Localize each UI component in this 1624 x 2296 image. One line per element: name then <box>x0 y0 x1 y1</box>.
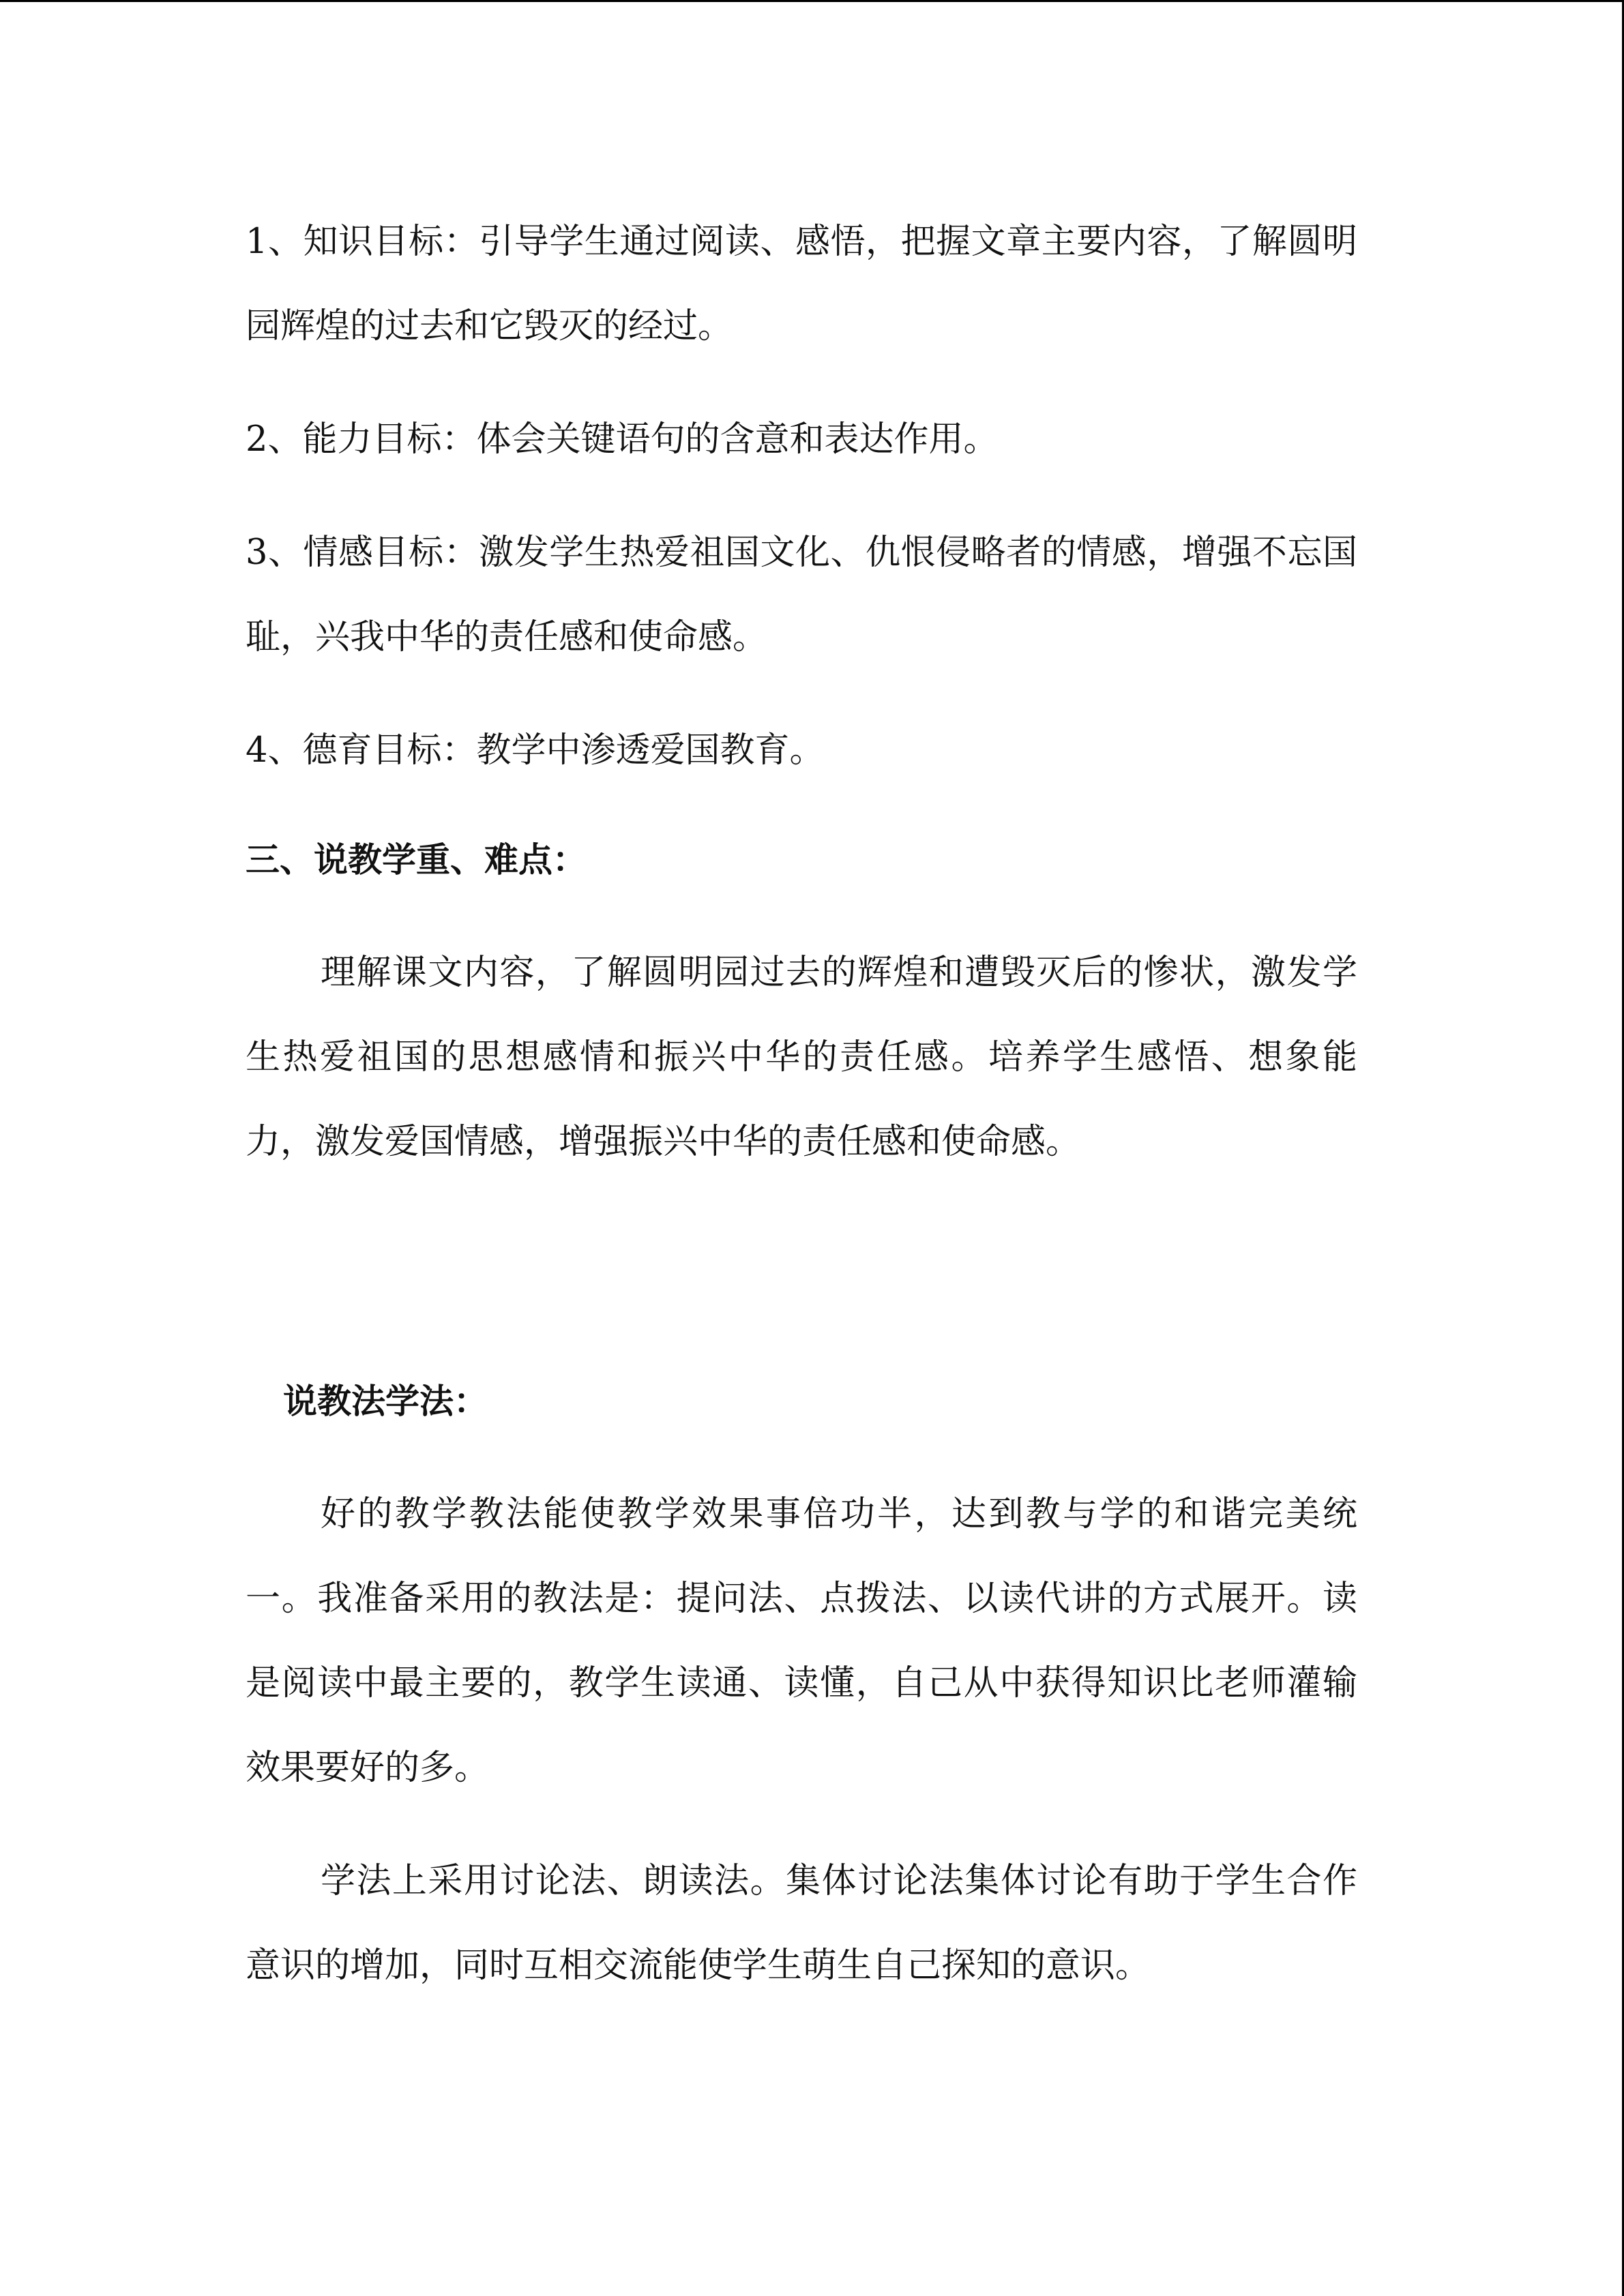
section-heading-methods: 说教法学法： <box>283 1382 488 1421</box>
key-points-paragraph: 理解课文内容，了解圆明园过去的辉煌和遭毁灭后的惨状，激发学生热爱祖国的思想感情和振兴中华的责任感。培养学生感悟、想象能力，激发爱国情感，增强振兴中华的责任感和使命感。 <box>246 953 1357 1162</box>
objective-emotion: 3、情感目标：激发学生热爱祖国文化、仇恨侵略者的情感，增强不忘国耻，兴我中华的责任感和使命感。 <box>246 533 1357 657</box>
methods-paragraph-learning: 学法上采用讨论法、朗读法。集体讨论法集体讨论有助于学生合作意识的增加，同时互相交流能使学生萌生自己探知的意识。 <box>246 1861 1357 1986</box>
objective-ability: 2、能力目标：体会关键语句的含意和表达作用。 <box>246 419 999 460</box>
document-body <box>246 200 1357 2008</box>
objective-moral: 4、德育目标：教学中渗透爱国教育。 <box>246 730 825 771</box>
objective-knowledge: 1、知识目标：引导学生通过阅读、感悟，把握文章主要内容，了解圆明园辉煌的过去和它毁灭的经过。 <box>246 222 1357 346</box>
methods-paragraph-teaching: 好的教学教法能使教学效果事倍功半，达到教与学的和谐完美统一。我准备采用的教法是：提问法、点拨法、以读代讲的方式展开。读是阅读中最主要的，教学生读通、读懂，自己从中获得知识比老师灌输效果要好的多。 <box>246 1494 1357 1788</box>
section-heading-key-points: 三、说教学重、难点： <box>246 840 587 880</box>
